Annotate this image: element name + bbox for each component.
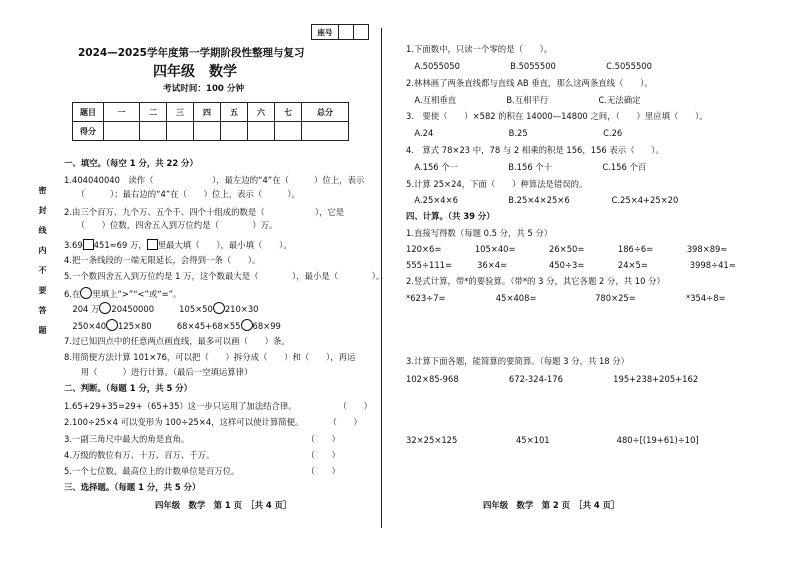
question-line: 32×25×125 45×101 480÷[(19+61)÷10] bbox=[406, 435, 699, 445]
exam-time: 考试时间：100 分钟 bbox=[163, 84, 245, 94]
question-line: 1.下面数中，只读一个零的是（ ）。 bbox=[406, 44, 553, 54]
question-line: 555÷111= 36×4= 450÷3= 24×5= 3998÷41≈ bbox=[406, 260, 736, 270]
score-header-cell: 二 bbox=[140, 103, 167, 122]
score-cell bbox=[167, 122, 194, 141]
binding-line-text: 密 封 线 内 不 要 答 题 bbox=[38, 186, 47, 336]
score-header-cell: 六 bbox=[248, 103, 275, 122]
question-line: A.5055050 B.5055500 C.5055500 bbox=[406, 61, 652, 71]
score-header-cell: 七 bbox=[275, 103, 302, 122]
question-line: 5.计算 25×24，下面（ ）种算法是错误的。 bbox=[406, 179, 588, 189]
score-cell bbox=[194, 122, 221, 141]
question-line: （ ）位数，四舍五入到万位约是（ ）万。 bbox=[64, 220, 278, 230]
question-line: *623÷7= 45×408= 780×25= *354÷8= bbox=[406, 293, 726, 303]
seat-cell bbox=[339, 25, 354, 40]
question-line: 7.过已知四点中的任意两点画直线，最多可以画（ ）条。 bbox=[64, 336, 290, 346]
score-table-row bbox=[73, 122, 349, 141]
question-line: 3. 要使（ ）×582 的积在 14000—14800 之间，（ ）里应填（ ）。 bbox=[406, 111, 708, 121]
score-table bbox=[72, 102, 349, 141]
seat-number-box bbox=[311, 24, 369, 40]
question-line: 5.一个七位数，最高位上的计数单位是百万位。 （ ） bbox=[64, 466, 340, 476]
section-heading: 二、判断。（每题 1 分，共 5 分） bbox=[64, 383, 192, 393]
question-line: 用（ ）进行计算。（最后一空填运算律） bbox=[64, 367, 253, 377]
question-line: 1.65+29+35=29+（65+35）这一步只运用了加法结合律。 （ ） bbox=[64, 401, 373, 411]
score-header-cell: 题目 bbox=[73, 103, 104, 122]
compare-circle bbox=[106, 319, 118, 331]
question-line: 120×6= 105×40= 26×50= 186÷6= 398×89≈ bbox=[406, 244, 728, 254]
score-cell bbox=[248, 122, 275, 141]
score-cell bbox=[302, 122, 349, 141]
section-heading: 三、选择题。（每题 1 分，共 5 分） bbox=[64, 482, 201, 492]
question-line: （ ）；最右边的“4”在（ ）位上，表示（ ）。 bbox=[64, 189, 300, 199]
score-cell bbox=[221, 122, 248, 141]
section-heading: 一、填空。（每空 1 分，共 22 分） bbox=[64, 158, 198, 168]
score-header-cell: 总分 bbox=[302, 103, 349, 122]
question-line: 2.100÷25×4 可以变形为 100÷25×4，这样可以使计算简便。 （ ） bbox=[64, 417, 362, 427]
score-cell bbox=[275, 122, 302, 141]
seat-cell bbox=[354, 25, 369, 40]
question-line: 3.一副三角尺中最大的角是直角。 （ ） bbox=[64, 434, 340, 444]
footer-left: 四年级 数学 第 1 页 ［共 4 页］ bbox=[155, 500, 292, 510]
section-heading: 四、计算。（共 39 分） bbox=[406, 211, 495, 221]
question-line: 3.69 451≈69 万， 里最大填（ ），最小填（ ）。 bbox=[64, 240, 292, 250]
compare-circle bbox=[80, 287, 92, 299]
question-line: A.互相垂直 B.互相平行 C.无法确定 bbox=[406, 95, 641, 105]
question-line: 4.把一条线段的一端无限延长，会得到一条（ ）。 bbox=[64, 255, 261, 265]
question-line: 8.用简便方法计算 101×76，可以把（ ）拆分成（ ）和（ ），再运 bbox=[64, 352, 356, 362]
question-line: 204 万 20450000 105×50 210×30 bbox=[64, 304, 259, 314]
exam-title: 2024—2025学年度第一学期阶段性整理与复习 bbox=[78, 47, 305, 59]
question-line: A.156 个一 B.156 个十 C.156 个百 bbox=[406, 162, 647, 172]
question-line: 2.竖式计算，带*的要验算。（带*的 3 分，其它各题 2 分，共 10 分） bbox=[406, 276, 665, 286]
question-line: 4.万级的数位有万、十万、百万、千万。 （ ） bbox=[64, 450, 340, 460]
footer-right: 四年级 数学 第 2 页 ［共 4 页］ bbox=[483, 500, 620, 510]
question-line: 3.计算下面各题，能简算的要简算。（每题 3 分，共 18 分） bbox=[406, 356, 630, 366]
question-line: 4. 算式 78×23 中，78 与 2 相乘的积是 156，156 表示（ ）。 bbox=[406, 145, 664, 155]
score-header-cell: 五 bbox=[221, 103, 248, 122]
score-table-header bbox=[73, 103, 349, 122]
fill-box bbox=[83, 239, 94, 250]
score-row-label: 得分 bbox=[73, 122, 104, 141]
score-header-cell: 三 bbox=[167, 103, 194, 122]
question-line: A.25×4×6 B.25×4×25×6 C.25×4+25×20 bbox=[406, 195, 679, 205]
question-line: 1.404040040 读作（ ），最左边的“4”在（ ）位上，表示 bbox=[64, 175, 365, 185]
score-header-cell: 四 bbox=[194, 103, 221, 122]
question-line: 1.直接写得数（每题 0.5 分，共 5 分） bbox=[406, 228, 553, 238]
question-line: 250×40 125×80 68×45+68×55 68×99 bbox=[64, 321, 281, 331]
compare-circle bbox=[241, 319, 253, 331]
seat-label: 座号 bbox=[312, 25, 339, 40]
compare-circle bbox=[213, 302, 225, 314]
score-header-cell: 一 bbox=[104, 103, 140, 122]
score-cell bbox=[140, 122, 167, 141]
question-line: 102×85-968 672-324-176 195+238+205+162 bbox=[406, 374, 699, 384]
question-line: 6.在 里填上“>”“<”或“=”。 bbox=[64, 289, 182, 299]
fill-box bbox=[147, 239, 158, 250]
subject-title: 四年级 数学 bbox=[153, 64, 237, 80]
compare-circle bbox=[99, 302, 111, 314]
question-line: 2.林林画了两条直线都与直线 AB 垂直，那么这两条直线（ ）。 bbox=[406, 78, 653, 88]
question-line: 5.一个数四舍五入到万位约是 1 万，这个数最大是（ ），最小是（ ）。 bbox=[64, 271, 385, 281]
question-line: A.24 B.25 C.26 bbox=[406, 128, 623, 138]
question-line: 2.由三个百万、九个万、五个千、四个十组成的数是（ ），它是 bbox=[64, 207, 345, 217]
score-cell bbox=[104, 122, 140, 141]
